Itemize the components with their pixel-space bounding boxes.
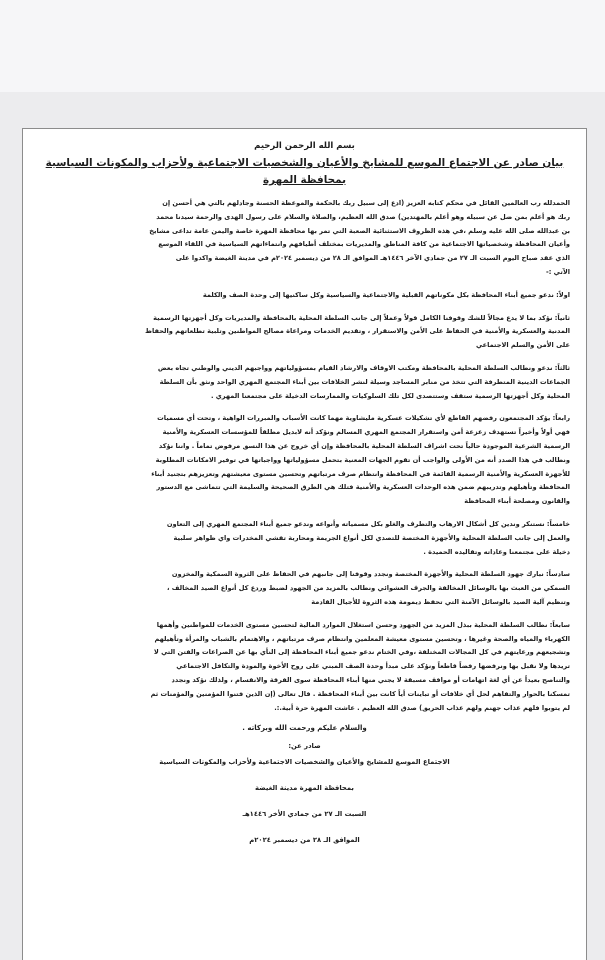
- paragraph-line: السمكي من العبث بها بالوسائل المخالفة والجرف العشوائي ونطالب بالمزيد من الجهود لضبط وردع كل أنواع الصيد المخالف ،: [166, 584, 570, 593]
- issue-location: بمحافظة المهرة مدينة الغيضة: [255, 784, 354, 793]
- paragraph-line: لم يتوبوا فلهم عذاب جهنم ولهم عذاب الحريق) صدق الله العظيم . عاشت المهرة حرة أبية.:.: [274, 703, 570, 712]
- paragraph-line: خامساً: نستنكر وندين كل أشكال الارهاب والتطرف والغلو بكل مسمياته وأنواعه وندعو جميع أبناء المجتمع المهري إلى التعاون: [166, 519, 570, 528]
- paragraph-line: على الأمن والسلم الاجتماعي: [475, 341, 570, 350]
- paragraph-line: سادساً: نبارك جهود السلطة المحلية والأجهزة المختصة ونجدد وقوفنا إلى جانبهم في الحفاظ على الثروة السمكية والمخزون: [171, 570, 570, 579]
- paragraph-line: ثانياً: نؤكد بما لا يدع مجالاً للشك وقوفنا الكامل قولاً وعملاً إلى جانب السلطة المحلية بالمحافظة والمديريات وكل أجهزتها الرسمية: [153, 313, 570, 322]
- paragraph-line: ونطالب في هذا الصدد أنه من الأولى والواجب أن تقوم الجهات المعنية بتحمل مسؤولياتها وواجباتها في توفير الامكانات المطلوبة: [155, 455, 570, 464]
- paragraph-line: الآتي :-: [546, 267, 570, 276]
- paragraph-line: وتشجيعهم ورعايتهم في كل المجالات المختلفة ،وفي الختام ندعو جميع أبناء المحافظة إلى النأي بها عن الصراعات والفتن التي لا: [153, 648, 570, 657]
- issued-by-label: صادر عن:: [288, 742, 321, 751]
- paragraph-line: للأجهزة العسكرية والأمنية الرسمية القائمة في المحافظة وانتظام صرف مرتباتهم وتحسين مستوى معيشتهم وتعزيزهم بتجنيد أبناء: [151, 469, 570, 478]
- statement-title: بيان صادر عن الاجتماع الموسع للمشايخ والأعيان والشخصيات الاجتماعية ولأحزاب والمكونات السياسية بمحافظة المهرة: [45, 157, 564, 186]
- basmala: بسم الله الرحمن الرحيم: [254, 141, 355, 151]
- paragraph-line: تريدها ولا نقبل بها ونرفضها رفضاً قاطعاً ونؤكد على مبدأ وحدة الصف المبني على روح الأخوة والمودة والتكافل الاجتماعي: [176, 662, 570, 671]
- issue-date-hijri: السبت الـ ٢٧ من جمادي الأخر ١٤٤٦هـ: [242, 810, 367, 819]
- statement-paragraph: [39, 412, 570, 509]
- paragraph-line: تمسكنا بالحوار والتفاهم لحل أي خلافات أو تباينات أياً كانت بين أبناء المحافظة . قال تعالى (إن الذين فتنوا المؤمنين والمؤمنات ثم: [150, 689, 570, 698]
- document-page: [22, 128, 587, 960]
- statement-paragraph: [39, 619, 570, 716]
- paragraph-line: سابعاً: نطالب السلطة المحلية ببذل المزيد من الجهود وحسن استغلال الموارد المالية لتحسين مستوى الخدمات للمواطنين وأهمها: [156, 620, 570, 629]
- statement-paragraph: [39, 568, 570, 609]
- statement-paragraph: [39, 518, 570, 559]
- issue-date-gregorian: الموافق الـ ٢٨ من ديسمبر ٢٠٢٤م: [249, 836, 360, 845]
- statement-paragraph: [39, 197, 570, 280]
- paragraph-line: ربك هو أعلم بمن ضل عن سبيله وهو أعلم بالمهتدين) صدق الله العظيم، والصلاة والسلام على رسول الهدى والرحمة سيدنا محمد: [156, 212, 570, 221]
- paragraph-line: الجماعات الدينية المتطرفة التي تتخذ من منابر المساجد وسيلة لنشر الخلافات بين أبناء المجتمع المهري الواحد ونثق بأن السلطة: [159, 377, 570, 386]
- paragraph-line: والتناصح بعيداً عن أي لغة اتهامات أو مواقف مسبقة لا يجني منها أبناء المحافظة سوى الفرقة والانقسام ، ولذلك نؤكد ونجدد: [171, 675, 570, 684]
- paragraph-line: الرسمية الشرعية الموجودة حالياً تحت اشراف السلطة المحلية بالمحافظة وإن أي خروج عن هذا النسق مرفوض تماماً . واننا نؤكد: [158, 441, 570, 450]
- top-bar: [0, 0, 605, 92]
- paragraph-line: فهي أولاً وأخيراً تستهدف زعزعة أمن واستقرار المجتمع المهري المسالم ونؤكد أنه لابديل مطلقاً للمؤسسات العسكرية والأمنية: [162, 428, 570, 437]
- paragraph-line: دخيلة على مجتمعنا وعاداته وتقاليده الحميدة .: [423, 547, 570, 556]
- paragraph-line: المحلية وكل أجهزتها الرسمية ستقف وستتصدى لكل تلك السلوكيات والممارسات الدخيلة على مجتمعنا المهري .: [210, 391, 570, 400]
- paragraph-line: الذي عقد صباح اليوم السبت الـ ٢٧ من جمادي الآخر ١٤٤٦هـ الموافق الـ ٢٨ من ديسمبر ٢٠٢٤م في مدينة الغيضة واكدوا على: [175, 254, 570, 263]
- statement-paragraph: [39, 362, 570, 403]
- document-body: [39, 137, 570, 960]
- paragraph-line: اولاً: ندعو جميع أبناء المحافظة بكل مكوناتهم القبلية والاجتماعية والسياسية وكل ساكنيها إلى وحدة الصف والكلمة: [202, 290, 570, 299]
- issuer-name: الاجتماع الموسع للمشايخ والأعيان والشخصيات الاجتماعية ولأحزاب والمكونات السياسية: [159, 758, 450, 767]
- paragraph-line: والعمل إلى جانب السلطة المحلية والأجهزة المختصة للتصدي لكل أنواع الجريمة ومحاربة تفشي المخدرات واي ظواهر سلبية: [173, 533, 570, 542]
- closing-greeting: والسلام عليكم ورحمت الله وبركاته .: [242, 724, 367, 733]
- paragraph-line: ثالثاً: ندعو ونطالب السلطة المحلية بالمحافظة ومكتب الاوقاف والارشاد القيام بمسؤولياتهم وواجبهم الديني والوطني تجاه بعض: [157, 363, 570, 372]
- paragraph-line: الكهرباء والمياه والصحة وغيرها ، وتحسين مستوى معيشة المعلمين وانتظام صرف مرتباتهم ، والاهتمام بالشباب والمرأة وتأهيلهم: [154, 634, 570, 643]
- paragraph-line: وتنظيم آلية الصيد بالوسائل الآمنة التي تحفظ ديمومة هذه الثروة للأجيال القادمة: [311, 597, 570, 606]
- paragraph-line: المحافظة وتأهيلهم وتدريبهم ضمن هذه الوحدات العسكرية والأمنية فتلك هي الطرق الصحيحة والسليمة التي تتماشى مع الدستور: [156, 483, 570, 492]
- paragraph-line: الحمدلله رب العالمين القائل في محكم كتابه العزيز (ادع إلى سبيل ربك بالحكمة والموعظة الحسنة وجادلهم بالتي هي أحسن إن: [162, 199, 570, 207]
- paragraph-line: وأعيان المحافظة وشخصياتها الاجتماعية من كافة المناطق والمديريات بمختلف أطيافهم وانتماءاتهم السياسية في اللقاء الموسع: [158, 240, 570, 249]
- paragraph-line: والقانون ومصلحة أبناء المحافظة: [464, 497, 570, 506]
- statement-paragraphs: [39, 197, 570, 715]
- paragraph-line: رابعاً: يؤكد المجتمعون رفضهم القاطع لأي تشكيلات عسكرية مليشاوية مهما كانت الأسباب والمبررات الواهية ، وتحت أي مسميات: [157, 414, 570, 423]
- paragraph-line: المدنية والعسكرية والأمنية في الحفاظ على الأمن والاستقرار ، وتقديم الخدمات ومراعاة مصالح المواطنين وتلبية تطلعاتهم والحفاظ: [145, 327, 570, 336]
- statement-paragraph: [39, 312, 570, 353]
- statement-paragraph: [39, 289, 570, 303]
- paragraph-line: بن عبدالله صلى الله عليه وسلم ،في هذه الظروف الاستثنائية الصعبة التي تمر بها محافظة المهرة خاصة واليمن عامة تداعى مشايخ: [149, 226, 570, 235]
